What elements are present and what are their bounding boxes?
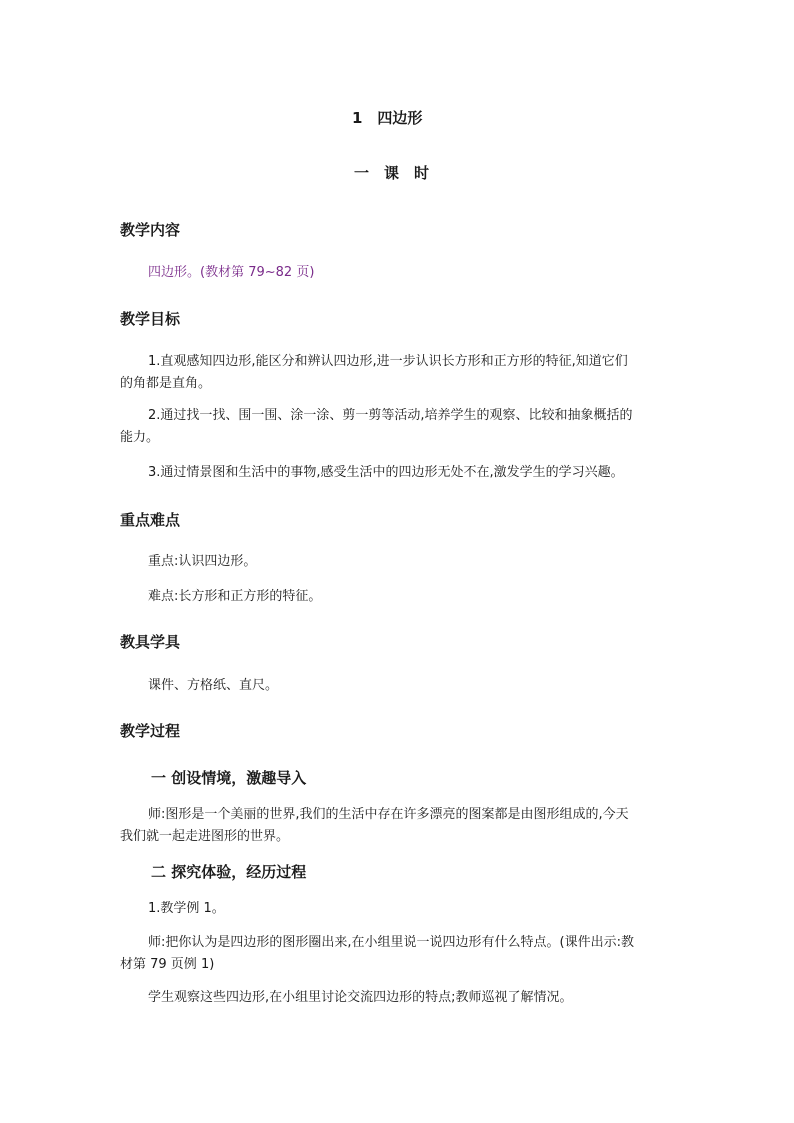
goal-1-line-1: 1.直观感知四边形,能区分和辨认四边形,进一步认识长方形和正方形的特征,知道它们 (148, 354, 628, 369)
lesson-label: 一 课 时 (354, 164, 430, 182)
students-text: 学生观察这些四边形,在小组里讨论交流四边形的特点;教师巡视了解情况。 (148, 990, 573, 1005)
section-heading-tools: 教具学具 (120, 633, 181, 651)
section-heading-process: 教学过程 (120, 722, 181, 740)
goal-2-line-1: 2.通过找一找、围一围、涂一涂、剪一剪等活动,培养学生的观察、比较和抽象概括的 (148, 408, 633, 423)
tools-text: 课件、方格纸、直尺。 (148, 678, 279, 693)
goal-1-line-2: 的角都是直角。 (120, 376, 212, 391)
step-1-line-2: 我们就一起走进图形的世界。 (120, 829, 290, 844)
step-1-line-1: 师:图形是一个美丽的世界,我们的生活中存在许多漂亮的图案都是由图形组成的,今天 (148, 807, 629, 822)
key-point-text: 重点:认识四边形。 (148, 554, 257, 569)
document-title: 1 四边形 (352, 109, 423, 127)
goal-3-line-1: 3.通过情景图和生活中的事物,感受生活中的四边形无处不在,激发学生的学习兴趣。 (148, 465, 624, 480)
section-heading-goals: 教学目标 (120, 310, 181, 328)
teacher-line-2: 材第 79 页例 1) (120, 957, 215, 972)
section-heading-content: 教学内容 (120, 221, 181, 239)
teacher-line-1: 师:把你认为是四边形的图形圈出来,在小组里说一说四边形有什么特点。(课件出示:教 (148, 935, 634, 950)
section-heading-key-points: 重点难点 (120, 511, 181, 529)
step-1-heading: 一 创设情境，激趣导入 (151, 769, 307, 787)
goal-2-line-2: 能力。 (120, 430, 160, 445)
step-2-heading: 二 探究体验，经历过程 (151, 863, 307, 881)
difficulty-text: 难点:长方形和正方形的特征。 (148, 589, 322, 604)
content-text: 四边形。(教材第 79~82 页) (148, 265, 315, 280)
example-label: 1.教学例 1。 (148, 901, 225, 916)
